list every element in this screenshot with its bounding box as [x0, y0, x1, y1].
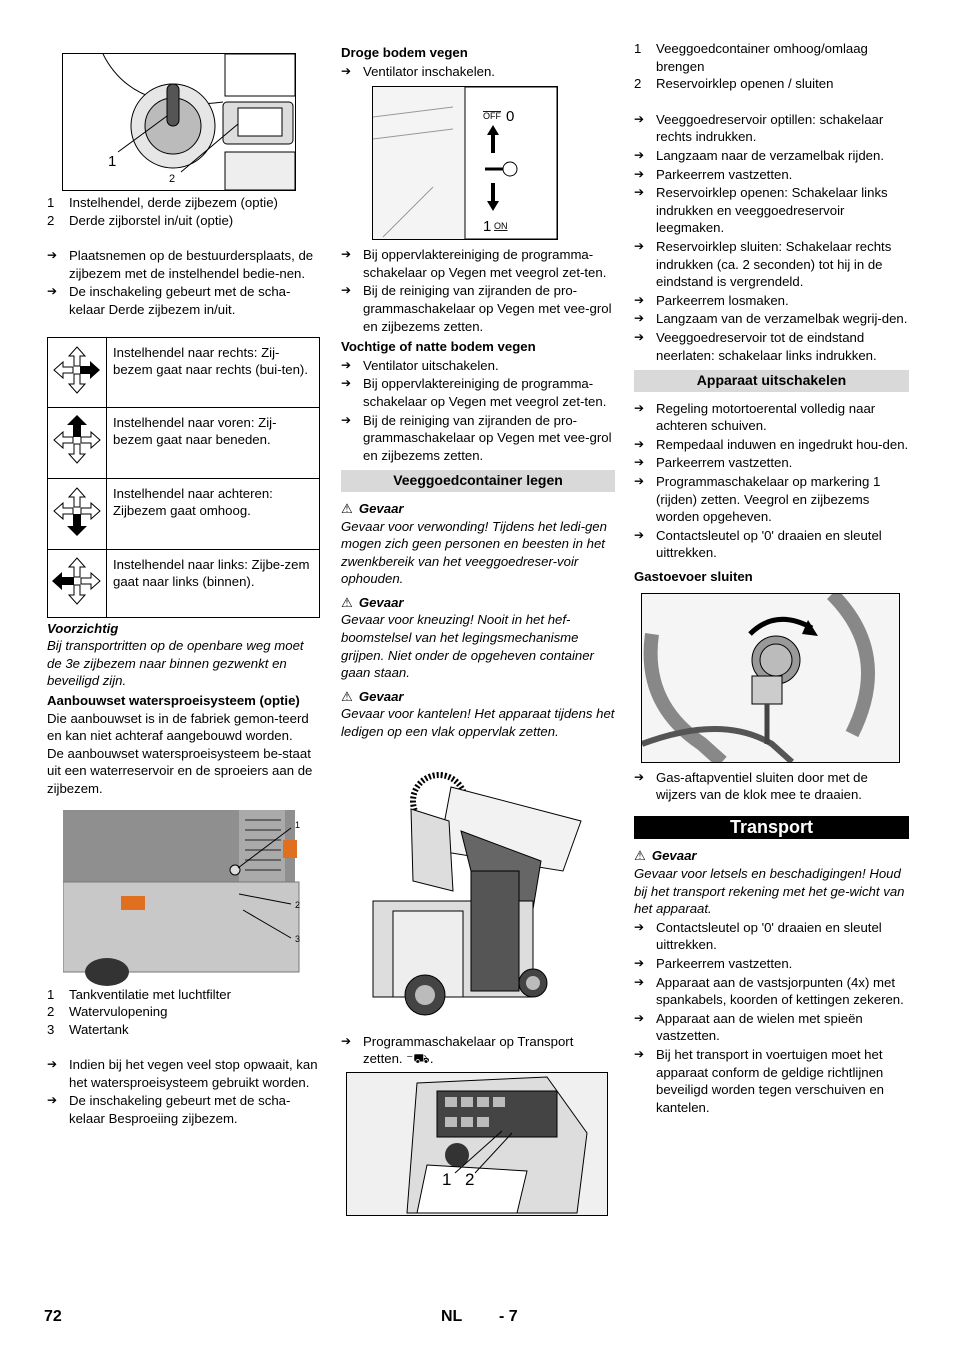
- section-heading: Vochtige of natte bodem vegen: [341, 339, 536, 355]
- instruction-step: ➔ De inschakeling gebeurt met de scha-kelaar Besproeiing zijbezem.: [47, 1093, 291, 1127]
- arrow-right-icon: [48, 341, 106, 399]
- arrow-right-icon: ➔: [634, 166, 645, 181]
- arrow-right-icon: ➔: [341, 1033, 352, 1048]
- warning-text: Gevaar voor kantelen! Het apparaat tijdens het ledigen op een vlak oppervlak zetten.: [341, 706, 615, 740]
- arrow-right-icon: ➔: [634, 955, 645, 970]
- instruction-step: ➔ Reservoirklep sluiten: Schakelaar rechts indrukken (ca. 2 seconden) tot hij in de eindstand is vergrendeld.: [634, 238, 892, 290]
- sweeper-machine-illustration: [341, 761, 611, 1031]
- column-middle: [341, 44, 615, 1216]
- instruction-step: ➔ Plaatsnemen op de bestuurdersplaats, de zijbezem met de instelhendel bedie-nen.: [47, 248, 314, 281]
- arrow-right-icon: ➔: [634, 400, 645, 415]
- arrow-right-icon: ➔: [634, 185, 645, 200]
- arrow-right-icon: ➔: [634, 292, 645, 307]
- instruction-step: ➔ Regeling motortoerental volledig naar achteren schuiven.: [634, 400, 876, 434]
- warning-text: Gevaar voor verwonding! Tijdens het ledi-gen mogen zich geen personen en beesten in het zwenkbereik van het veeggoedreser-voir ophouden.: [341, 518, 607, 587]
- list-item: 2 Reservoirklep openen / sluiten: [634, 76, 834, 92]
- callout-1: 1: [108, 153, 117, 170]
- instruction-step: ➔ Bij de reiniging van zijranden de pro-grammaschakelaar op Vegen met vee-grol en zijbezems zetten.: [341, 412, 612, 463]
- instruction-step: ➔ Rempedaal induwen en ingedrukt hou-den.: [634, 436, 909, 452]
- figure-sweeper-dumping: [341, 761, 611, 1031]
- arrow-right-icon: ➔: [634, 436, 645, 451]
- instruction-step: ➔ Bij de reiniging van zijranden de pro-grammaschakelaar op Vegen met vee-grol en zijbezems zetten.: [341, 283, 612, 334]
- callout-1: 1: [442, 1169, 452, 1189]
- list-item: 1 Tankventilatie met luchtfilter: [47, 986, 231, 1002]
- list-item: 2 Derde zijborstel in/uit (optie): [47, 212, 234, 228]
- instruction-step: ➔ Ventilator inschakelen.: [341, 63, 495, 79]
- arrow-down-icon: [48, 482, 106, 540]
- chapter-heading-transport: Transport: [634, 816, 909, 840]
- warning-triangle-icon: ⚠: [341, 500, 353, 516]
- arrow-right-icon: ➔: [634, 769, 645, 784]
- paragraph: De aanbouwset watersproeisysteem be-staat uit een waterreservoir en de sproeiers aan de zijbezem.: [47, 745, 313, 796]
- arrow-right-icon: ➔: [341, 63, 352, 78]
- arrow-right-icon: ➔: [341, 412, 352, 427]
- figure-side-brush-controls: [62, 53, 296, 191]
- arrow-left-icon: [48, 552, 106, 610]
- paragraph: Die aanbouwset is in de fabriek gemon-teerd en kan niet achteraf aangebouwd worden.: [47, 710, 309, 744]
- arrow-right-icon: ➔: [47, 248, 58, 263]
- arrow-right-icon: ➔: [634, 329, 645, 344]
- arrow-right-icon: ➔: [634, 111, 645, 126]
- language-code: NL: [441, 1308, 463, 1325]
- warning-text: Gevaar voor kneuzing! Nooit in het hef-boomstelsel van het legingsmechanisme grijpen. Niet onder de opgeheven container gaan staan.: [341, 612, 594, 681]
- warning-triangle-icon: ⚠: [634, 848, 646, 864]
- instruction-step: ➔ Parkeerrem vastzetten.: [634, 166, 793, 182]
- arrow-right-icon: ➔: [634, 474, 645, 489]
- table-cell: Instelhendel naar voren: Zij-bezem gaat naar beneden.: [107, 407, 320, 478]
- instruction-step: ➔ Bij oppervlaktereiniging de programma-schakelaar op Vegen met veegrol zet-ten.: [341, 247, 607, 280]
- section-page-number: - 7: [499, 1308, 518, 1325]
- figure-fan-switch: [372, 86, 558, 240]
- arrow-right-icon: ➔: [634, 919, 645, 934]
- figure-control-panel: [346, 1072, 608, 1216]
- arrow-right-icon: ➔: [341, 283, 352, 298]
- arrow-right-icon: ➔: [634, 455, 645, 470]
- arrow-right-icon: ➔: [634, 974, 645, 989]
- figure-water-tank: [63, 810, 307, 986]
- arrow-up-icon: [48, 411, 106, 469]
- label-one: 1: [483, 218, 492, 236]
- section-bar: Apparaat uitschakelen: [634, 370, 909, 392]
- fan-switch-illustration: [373, 87, 557, 239]
- list-item: 1 Veeggoedcontainer omhoog/omlaag brengen: [634, 41, 868, 74]
- instruction-step: ➔ Programmaschakelaar op Transport zetten. ⁻⛟.: [341, 1033, 574, 1067]
- instruction-step: ➔ De inschakeling gebeurt met de scha-kelaar Derde zijbezem in/uit.: [47, 284, 291, 317]
- column-left: [47, 44, 321, 1129]
- figure-gas-valve: [641, 593, 900, 763]
- instruction-step: ➔ Apparaat aan de wielen met spieën vastzetten.: [634, 1010, 863, 1044]
- page-number: 72: [44, 1308, 62, 1325]
- list-item: 3 Watertank: [47, 1021, 129, 1037]
- callout-2: 2: [295, 899, 301, 910]
- callout-2: 2: [169, 173, 176, 185]
- warning-heading: ⚠ Gevaar: [341, 500, 404, 516]
- table-cell: Instelhendel naar achteren: Zijbezem gaat omhoog.: [107, 478, 320, 549]
- label-on: ON: [494, 221, 508, 232]
- instruction-step: ➔ Langzaam van de verzamelbak wegrij-den.: [634, 311, 908, 327]
- instruction-step: ➔ Veeggoedreservoir optillen: schakelaar rechts indrukken.: [634, 111, 884, 145]
- instruction-step: ➔ Indien bij het vegen veel stop opwaait, kan het watersproeisysteem gebruikt worden.: [47, 1057, 318, 1090]
- arrow-right-icon: ➔: [634, 527, 645, 542]
- arrow-right-icon: ➔: [341, 357, 352, 372]
- instruction-step: ➔ Reservoirklep openen: Schakelaar links indrukken en veeggoedreservoir leegmaken.: [634, 185, 888, 236]
- instruction-step: ➔ Contactsleutel op '0' draaien en sleutel uittrekken.: [634, 527, 882, 561]
- callout-3: 3: [295, 933, 301, 944]
- instruction-step: ➔ Bij oppervlaktereiniging de programma-schakelaar op Vegen met veegrol zet-ten.: [341, 376, 607, 409]
- table-row: [48, 478, 320, 549]
- column-right: [634, 40, 909, 1117]
- instruction-step: ➔ Apparaat aan de vastsjorpunten (4x) met spankabels, koorden of kettingen zekeren.: [634, 974, 904, 1008]
- arrow-right-icon: ➔: [47, 1057, 58, 1072]
- arrow-right-icon: ➔: [634, 1046, 645, 1061]
- instruction-step: ➔ Parkeerrem vastzetten.: [634, 455, 793, 471]
- label-zero: 0: [506, 108, 515, 126]
- arrow-right-icon: ➔: [47, 1093, 58, 1108]
- instruction-step: ➔ Parkeerrem losmaken.: [634, 292, 789, 308]
- caution-text: Bij transportritten op de openbare weg moet de 3e zijbezem naar binnen gezwenkt en beveiligd zijn.: [47, 638, 304, 689]
- section-heading: Aanbouwset watersproeisysteem (optie): [47, 692, 300, 708]
- arrow-right-icon: ➔: [634, 1010, 645, 1025]
- section-heading: Gastoevoer sluiten: [634, 569, 753, 585]
- label-off: OFF: [483, 111, 501, 122]
- table-row: [48, 407, 320, 478]
- warning-heading: ⚠ Gevaar: [341, 594, 404, 610]
- transport-symbol-icon: ⁻⛟: [406, 1051, 430, 1067]
- instruction-step: ➔ Langzaam naar de verzamelbak rijden.: [634, 147, 884, 163]
- arrow-right-icon: ➔: [341, 376, 352, 391]
- arrow-right-icon: ➔: [634, 311, 645, 326]
- instruction-step: ➔ Bij het transport in voertuigen moet het apparaat conform de geldige richtlijnen beveiligd worden tegen verschuiven en kantelen.: [634, 1046, 884, 1115]
- warning-heading: ⚠ Gevaar: [634, 848, 697, 864]
- instruction-step: ➔ Ventilator uitschakelen.: [341, 357, 499, 373]
- warning-heading: ⚠ Gevaar: [341, 688, 404, 704]
- callout-2: 2: [465, 1169, 475, 1189]
- caution-title: Voorzichtig: [47, 620, 119, 636]
- arrow-right-icon: ➔: [47, 284, 58, 299]
- warning-triangle-icon: ⚠: [341, 594, 353, 610]
- section-heading: Droge bodem vegen: [341, 45, 468, 60]
- list-item: 1 Instelhendel, derde zijbezem (optie): [47, 195, 278, 210]
- section-bar: Veeggoedcontainer legen: [341, 470, 615, 492]
- table-cell: Instelhendel naar links: Zijbe-zem gaat naar links (binnen).: [107, 549, 320, 617]
- table-cell: Instelhendel naar rechts: Zij-bezem gaat naar rechts (bui-ten).: [107, 337, 320, 407]
- table-row: [48, 549, 320, 617]
- instruction-step: ➔ Parkeerrem vastzetten.: [634, 955, 793, 971]
- water-tank-illustration: [63, 810, 307, 986]
- warning-triangle-icon: ⚠: [341, 688, 353, 704]
- table-row: [48, 337, 320, 407]
- control-panel-illustration: [347, 1073, 607, 1215]
- gas-valve-illustration: [642, 594, 899, 762]
- arrow-right-icon: ➔: [634, 147, 645, 162]
- lever-direction-table: [47, 337, 320, 618]
- joystick-illustration: [63, 54, 295, 190]
- arrow-right-icon: ➔: [634, 238, 645, 253]
- warning-text: Gevaar voor letsels en beschadigingen! Houd bij het transport rekening met het ge-wicht van het apparaat.: [634, 866, 905, 917]
- list-item: 2 Watervulopening: [47, 1004, 168, 1020]
- instruction-step: ➔ Veeggoedreservoir tot de eindstand neerlaten: schakelaar links indrukken.: [634, 329, 877, 363]
- arrow-right-icon: ➔: [341, 247, 352, 262]
- callout-1: 1: [295, 819, 301, 830]
- instruction-step: ➔ Gas-aftapventiel sluiten door met de wijzers van de klok mee te draaien.: [634, 769, 868, 803]
- instruction-step: ➔ Contactsleutel op '0' draaien en sleutel uittrekken.: [634, 919, 882, 953]
- instruction-step: ➔ Programmaschakelaar op markering 1 (rijden) zetten. Veegrol en zijbezems worden opgeheven.: [634, 474, 881, 525]
